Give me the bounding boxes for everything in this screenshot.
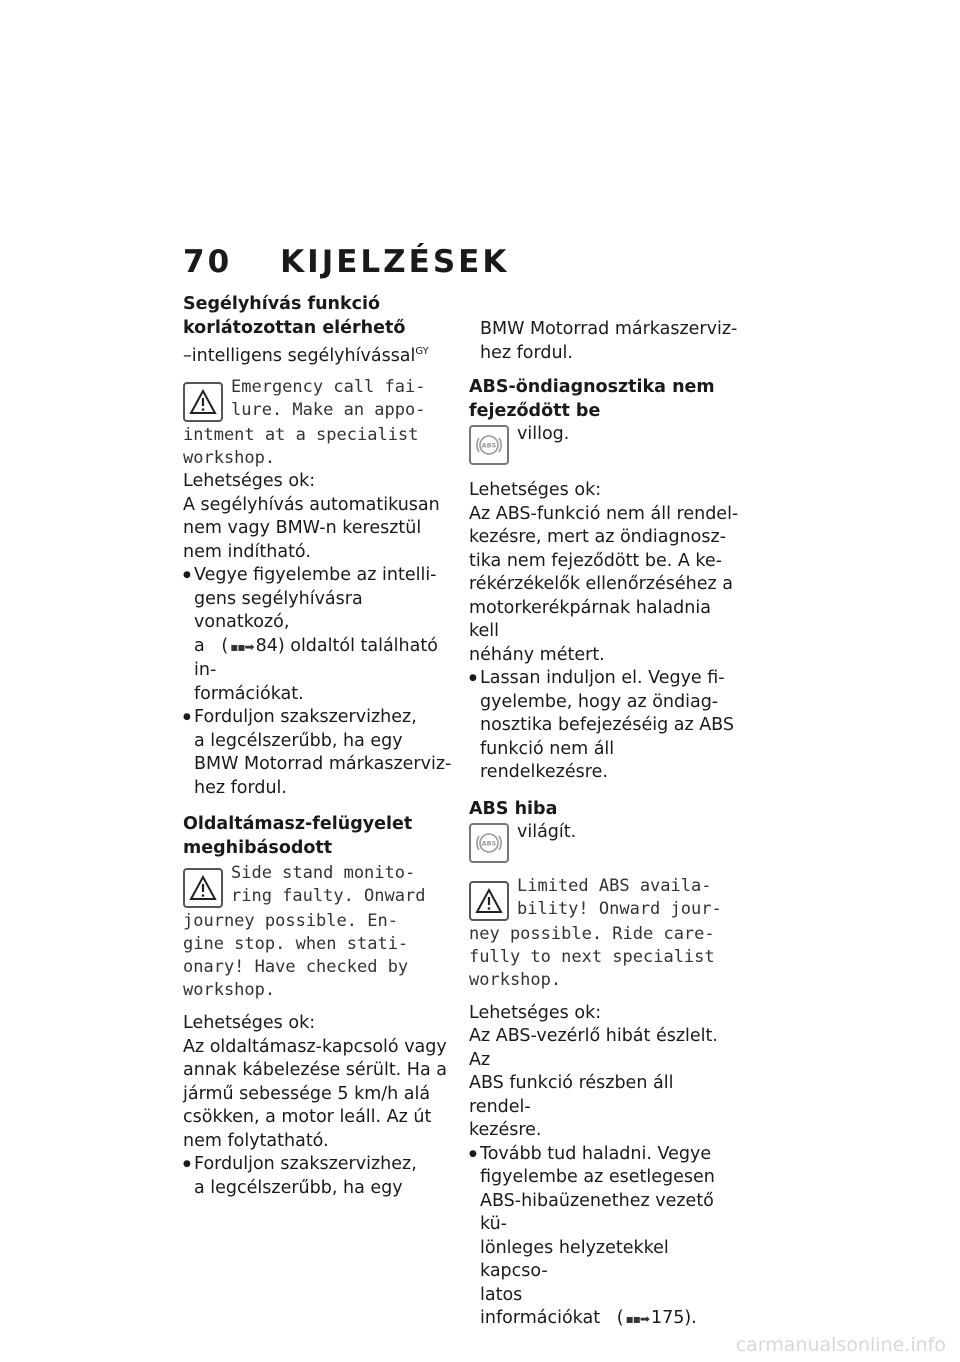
bullet-item: ● Vegye figyelembe az intelli- gens segélyhívásra vonatkozó, a ( ▪▪➡ 84) oldaltól található in- formációkat. bbox=[183, 564, 453, 706]
page-reference-arrow-icon: ▪▪➡ bbox=[625, 1312, 649, 1326]
page-number: 70 bbox=[183, 244, 233, 280]
heading-side-stand: Oldaltámasz-felügyelet meghibásodott bbox=[183, 814, 413, 859]
message-emergency-call: Emergency call fai- lure. Make an appo- intment at a specialist workshop. bbox=[183, 377, 426, 469]
bullet-item: ● Tovább tud haladni. Vegye figyelembe az esetlegesen ABS-hibaüzenethez vezető kü- lönleges helyzetekkel kapcso- latos információkat ( ▪▪➡ 175). bbox=[469, 1143, 739, 1332]
subtitle-intelligent-call: –intelligens segélyhívással$^{GY}$ bbox=[183, 345, 429, 366]
right-column: BMW Motorrad márkaszerviz- hez fordul. ABS-öndiagnosztika nem fejeződött be ABS villog. Lehetséges ok: Az ABS-funkció nem áll rendel- kezésre, mert az öndiagnosz- tika nem fejeződött be. A ke- rékérzékelők ellenőrzéséhez a motorkerékpárnak haladnia kell néhány métert. ● Lassan induljon el. Vegye fi- gyelembe, hogy az öndiag- nosztika befejezéséig az ABS funkció nem áll rendelkezésre. ABS hiba ABS világít. Limited ABS availa- bility! Onward jour- ney possible. Ride care- fully to next specialist workshop. Lehetséges ok: Az ABS-vezérlő hibát észlelt. Az ABS funkció részben áll rendel- kezésre. ● Tovább tud haladni. Vegye figyelembe az esetlegesen ABS-hibaüzenethez vezető kü- lönleges helyzetekkel kapcso- latos információkat ( ▪▪➡ 175). bbox=[469, 318, 739, 1332]
svg-text:ABS: ABS bbox=[481, 839, 497, 847]
page-reference-arrow-icon: ▪▪➡ bbox=[230, 639, 254, 654]
warning-triangle-icon bbox=[183, 868, 223, 908]
abs-warning-icon bbox=[469, 425, 509, 465]
left-column: Segélyhívás funkció korlátozottan elérhető –intelligens segélyhívással$^{GY}$ Emergency call fai- lure. Make an appo- intment at a specialist workshop. Lehetséges ok: A segélyhívás automatikusan nem vagy BMW-n keresztül nem indítható. ● Vegye figyelembe az intelli- gens segélyhívásra vonatkozó, a ( ▪▪➡ 84) oldaltól található in- formációkat. ● Forduljon szakszervizhez, a legcélszerűbb, ha egy BMW Motorrad márkaszerviz- hez fordul. Oldaltámasz-felügyelet meghibásodott Side stand monito- ring faulty. Onward journey possible. En- gine stop. when stati- onary! Have checked by workshop. Lehetséges ok: Az oldaltámasz-kapcsoló vagy annak kábelezése sérült. Ha a jármű sebessége 5 km/h alá csökken, a motor leáll. Az út nem folytatható. ● Forduljon szakszervizhez, a legcélszerűbb, ha egy bbox=[183, 292, 453, 1200]
bullet-item: ● Forduljon szakszervizhez, a legcélszerűbb, ha egy BMW Motorrad márkaszerviz- hez fordul. bbox=[183, 706, 453, 800]
message-limited-abs: Limited ABS availa- bility! Onward jour- ney possible. Ride care- fully to next specialist workshop. bbox=[469, 875, 722, 990]
heading-abs-selfdiagnosis: ABS-öndiagnosztika nem fejeződött be bbox=[469, 377, 715, 421]
possible-cause-label: Lehetséges ok: bbox=[183, 471, 316, 492]
bullet-item: ● Forduljon szakszervizhez, a legcélszerűbb, ha egy bbox=[183, 1153, 453, 1200]
heading-emergency-call: Segélyhívás funkció korlátozottan elérhető bbox=[183, 294, 406, 338]
section-title: KIJELZÉSEK bbox=[280, 244, 510, 280]
warning-triangle-icon bbox=[183, 382, 223, 422]
svg-text:ABS: ABS bbox=[481, 441, 497, 450]
bullet-item: ● Lassan induljon el. Vegye fi- gyelembe, hogy az öndiag- nosztika befejezéséig az ABS funkció nem áll rendelkezésre. bbox=[469, 667, 739, 785]
watermark-footer: carmanualsonline.info bbox=[735, 1334, 946, 1356]
heading-abs-error: ABS hiba bbox=[469, 798, 558, 819]
message-side-stand: Side stand monito- ring faulty. Onward journey possible. En- gine stop. when stati- onary! Have checked by workshop. bbox=[183, 863, 426, 1001]
abs-indicator-row: ABS villog. bbox=[469, 423, 739, 469]
abs-indicator-row: ABS világít. bbox=[469, 821, 739, 867]
warning-triangle-icon bbox=[469, 881, 509, 921]
page-header bbox=[183, 244, 509, 280]
abs-warning-icon bbox=[469, 823, 509, 863]
